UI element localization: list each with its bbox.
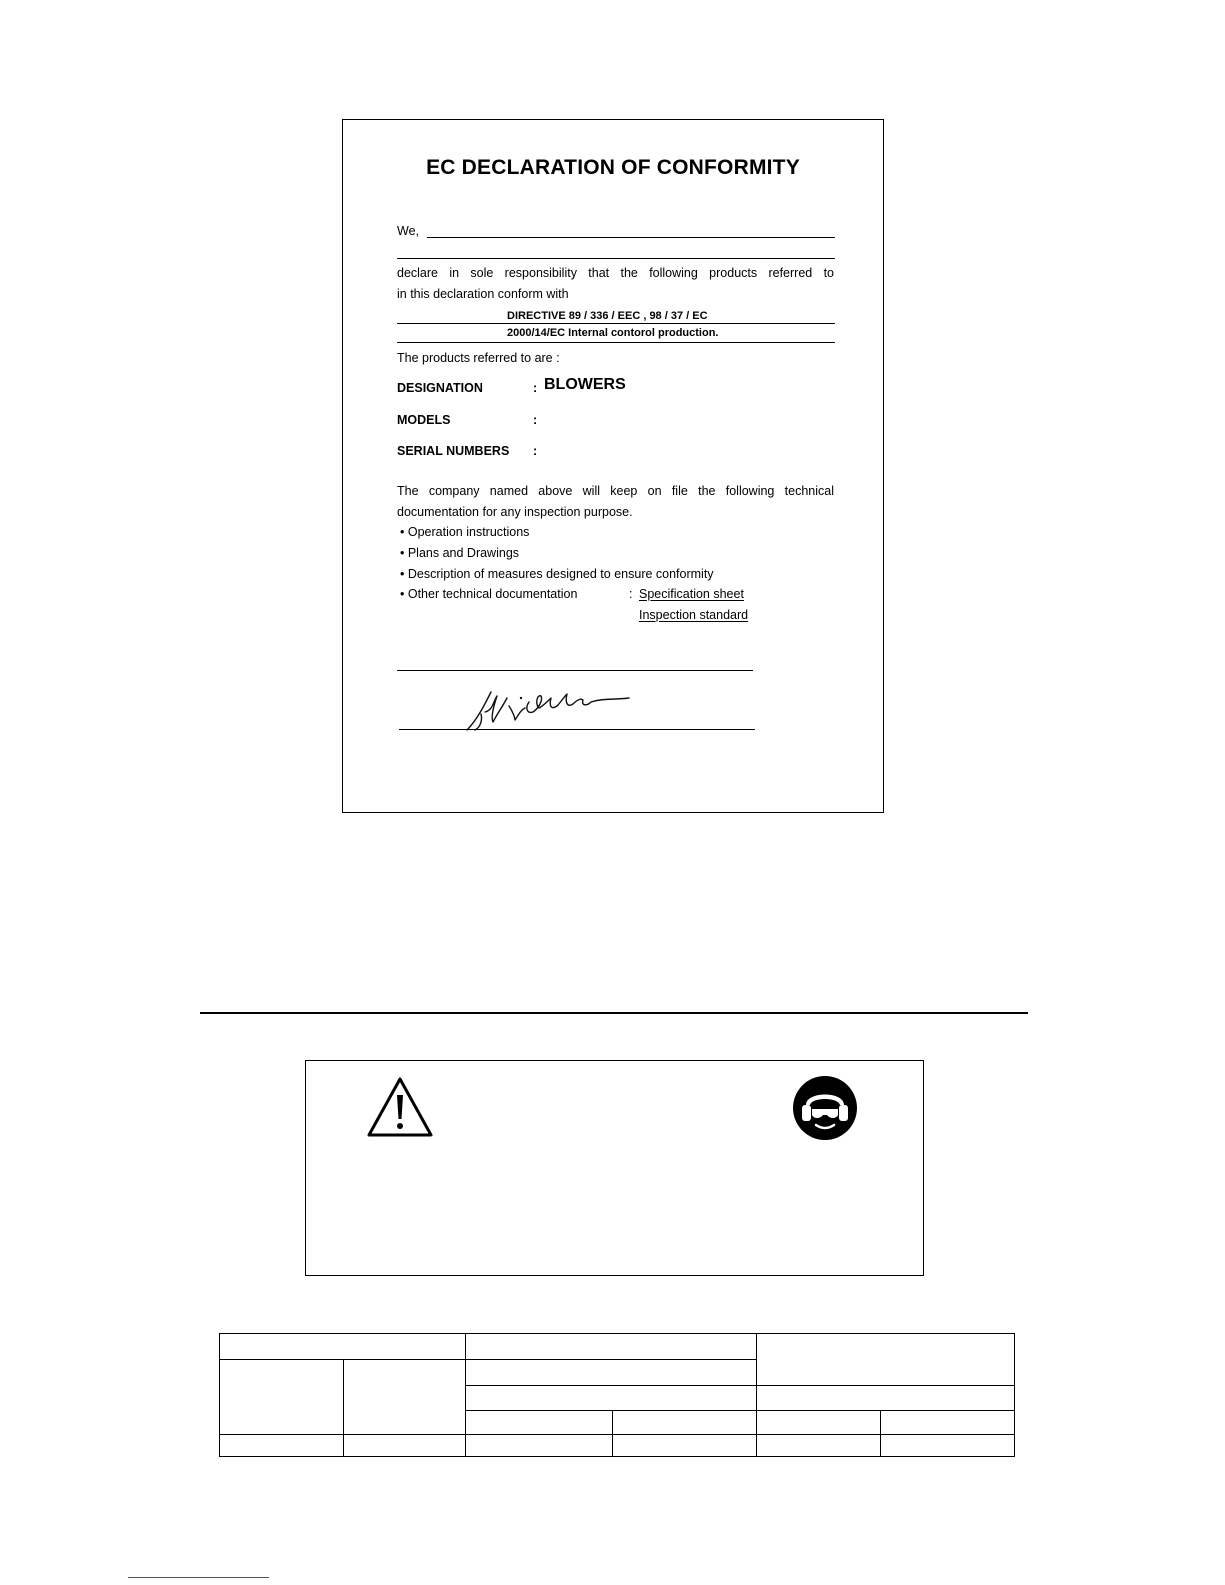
hearing-eye-protection-icon: [792, 1075, 858, 1141]
we-label: We,: [397, 224, 419, 238]
directive-line-1: DIRECTIVE 89 / 336 / EEC , 98 / 37 / EC: [507, 310, 708, 322]
footer-link-underline: [128, 1577, 269, 1578]
table-cell: [756, 1333, 1015, 1386]
declare-line-1: declare in sole responsibility that the following products referred to: [397, 266, 834, 280]
products-intro: The products referred to are :: [397, 351, 560, 365]
table-cell: [756, 1434, 881, 1457]
directive-rule-2: [397, 342, 835, 343]
inspection-standard-text: Inspection standard: [639, 608, 749, 622]
serial-numbers-label: SERIAL NUMBERS: [397, 444, 510, 458]
directive-line-2: 2000/14/EC Internal contorol production.: [507, 327, 719, 339]
company-line-2: documentation for any inspection purpose.: [397, 505, 633, 519]
table-cell: [343, 1434, 466, 1457]
empty-record-table: [219, 1333, 1015, 1457]
table-cell: [756, 1410, 881, 1435]
table-cell: [465, 1410, 613, 1435]
table-cell: [219, 1434, 344, 1457]
signature-line: [399, 729, 755, 730]
we-blank-line-2: [397, 258, 835, 259]
table-cell: [756, 1385, 1015, 1411]
table-cell: [612, 1410, 757, 1435]
handwritten-signature: [463, 684, 643, 734]
models-colon: :: [533, 413, 538, 427]
table-cell: [465, 1333, 757, 1360]
doc-bullet-1: • Operation instructions: [400, 525, 530, 539]
warning-box: [305, 1060, 924, 1276]
directive-rule-1: [397, 323, 835, 324]
we-blank-line: [427, 237, 835, 238]
designation-value: BLOWERS: [544, 376, 626, 393]
serial-numbers-colon: :: [533, 444, 538, 458]
table-cell: [465, 1385, 757, 1411]
table-cell: [219, 1333, 466, 1360]
doc-bullet-3: • Description of measures designed to ensure conformity: [400, 567, 714, 581]
table-cell: [612, 1434, 757, 1457]
designation-colon: :: [533, 381, 538, 395]
section-separator: [200, 1012, 1028, 1014]
table-cell: [343, 1359, 466, 1435]
company-line-1: The company named above will keep on file the following technical: [397, 484, 834, 498]
date-line: [397, 670, 753, 671]
specification-sheet-text: Specification sheet: [639, 587, 744, 601]
table-cell: [880, 1434, 1015, 1457]
table-cell: [465, 1359, 757, 1386]
doc-bullet-4-colon: :: [629, 587, 633, 601]
declare-line-2: in this declaration conform with: [397, 287, 569, 301]
doc-bullet-2: • Plans and Drawings: [400, 546, 520, 560]
designation-label: DESIGNATION: [397, 381, 483, 395]
table-cell: [465, 1434, 613, 1457]
models-label: MODELS: [397, 413, 451, 427]
ec-declaration-document: [342, 119, 884, 813]
declaration-title: EC DECLARATION OF CONFORMITY: [426, 156, 800, 179]
table-cell: [219, 1359, 344, 1435]
doc-bullet-4: • Other technical documentation: [400, 587, 578, 601]
warning-triangle-icon: [366, 1075, 434, 1139]
table-cell: [880, 1410, 1015, 1435]
